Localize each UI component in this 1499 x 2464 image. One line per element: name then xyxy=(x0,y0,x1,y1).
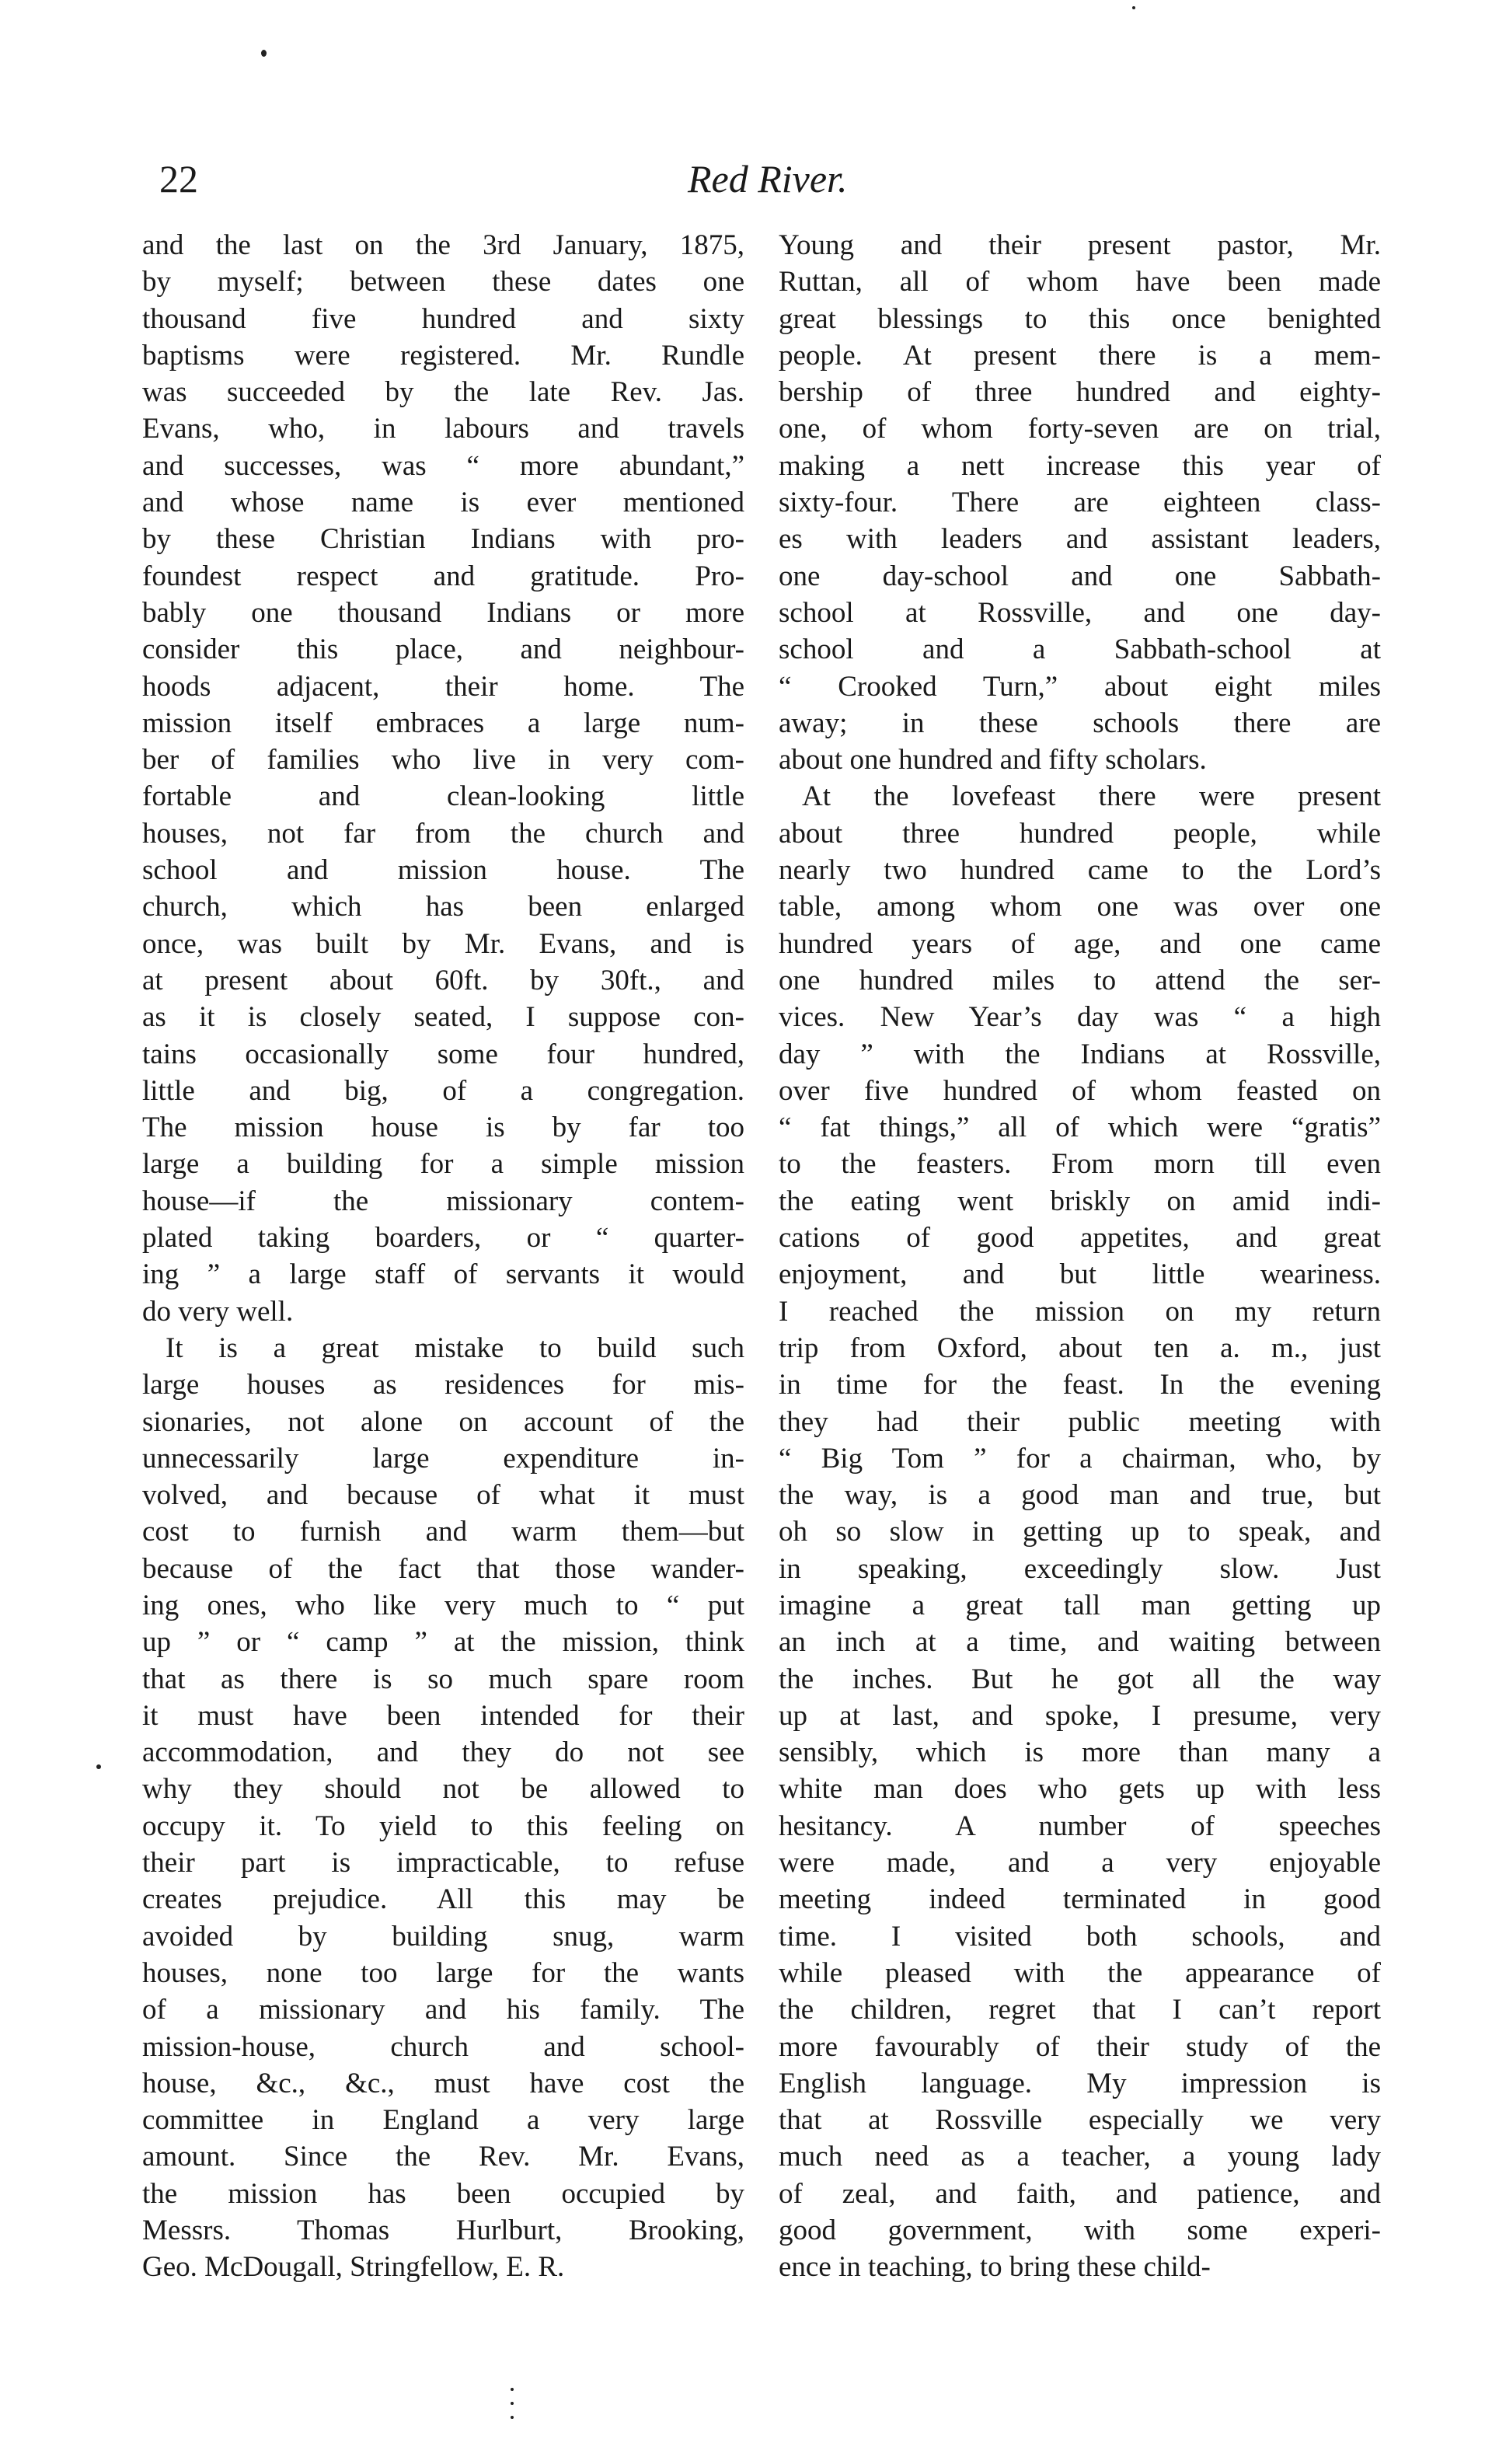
text-line: “ Crooked Turn,” about eight miles xyxy=(779,670,1381,703)
text-line: bership of three hundred and eighty- xyxy=(779,376,1381,409)
text-line: unnecessarily large expenditure in- xyxy=(142,1442,744,1475)
text-line: at present about 60ft. by 30ft., and xyxy=(142,964,744,996)
text-line: It is a great mistake to build such xyxy=(166,1331,744,1364)
text-line: the way, is a good man and true, but xyxy=(779,1479,1381,1512)
text-line: nearly two hundred came to the Lord’s xyxy=(779,854,1381,887)
text-line: ber of families who live in very com- xyxy=(142,744,744,777)
text-line: large a building for a simple mission xyxy=(142,1148,744,1181)
text-line: were made, and a very enjoyable xyxy=(779,1847,1381,1879)
text-line: over five hundred of whom feasted on xyxy=(779,1074,1381,1107)
text-line: once, was built by Mr. Evans, and is xyxy=(142,927,744,960)
ink-speck xyxy=(511,2388,514,2391)
text-line: by these Christian Indians with pro- xyxy=(142,523,744,556)
text-line: occupy it. To yield to this feeling on xyxy=(142,1810,744,1842)
text-line: and whose name is ever mentioned xyxy=(142,487,744,519)
text-line: avoided by building snug, warm xyxy=(142,1920,744,1953)
text-line: table, among whom one was over one xyxy=(779,891,1381,923)
text-line: hesitancy. A number of speeches xyxy=(779,1810,1381,1842)
text-line: why they should not be allowed to xyxy=(142,1773,744,1806)
text-line: sensibly, which is more than many a xyxy=(779,1736,1381,1769)
text-line: church, which has been enlarged xyxy=(142,891,744,923)
text-line: vices. New Year’s day was “ a high xyxy=(779,1001,1381,1034)
text-line: es with leaders and assistant leaders, xyxy=(779,523,1381,556)
text-line: Evans, who, in labours and travels xyxy=(142,413,744,445)
text-line: Ruttan, all of whom have been made xyxy=(779,266,1381,298)
text-line: great blessings to this once benighted xyxy=(779,302,1381,335)
text-line: hundred years of age, and one came xyxy=(779,927,1381,960)
text-line: consider this place, and neighbour- xyxy=(142,633,744,666)
text-line: making a nett increase this year of xyxy=(779,449,1381,482)
text-line: committee in England a very large xyxy=(142,2104,744,2137)
text-line: an inch at a time, and waiting between xyxy=(779,1626,1381,1659)
text-line: time. I visited both schools, and xyxy=(779,1920,1381,1953)
text-line: mission-house, church and school- xyxy=(142,2030,744,2063)
text-line: Messrs. Thomas Hurlburt, Brooking, xyxy=(142,2214,744,2247)
text-line: meeting indeed terminated in good xyxy=(779,1883,1381,1916)
text-line: sionaries, not alone on account of the xyxy=(142,1405,744,1438)
text-line: one hundred miles to attend the ser- xyxy=(779,964,1381,996)
ink-speck xyxy=(1132,6,1135,9)
text-line: as it is closely seated, I suppose con- xyxy=(142,1001,744,1034)
text-line: “ fat things,” all of which were “gratis” xyxy=(779,1112,1381,1144)
text-line: ing ones, who like very much to “ put xyxy=(142,1589,744,1621)
text-line: accommodation, and they do not see xyxy=(142,1736,744,1769)
text-line: sixty-four. There are eighteen class- xyxy=(779,487,1381,519)
text-line: of a missionary and his family. The xyxy=(142,1994,744,2026)
ink-speck xyxy=(511,2402,514,2405)
text-line: foundest respect and gratitude. Pro- xyxy=(142,560,744,592)
text-line: creates prejudice. All this may be xyxy=(142,1883,744,1916)
text-line: up at last, and spoke, I presume, very xyxy=(779,1699,1381,1732)
text-line: At the lovefeast there were present xyxy=(802,780,1381,813)
text-line: one, of whom forty-seven are on trial, xyxy=(779,413,1381,445)
right-column xyxy=(779,227,1381,2286)
running-title: Red River. xyxy=(688,157,848,201)
text-line: bably one thousand Indians or more xyxy=(142,596,744,629)
page-number: 22 xyxy=(159,157,198,201)
text-line: much need as a teacher, a young lady xyxy=(779,2141,1381,2173)
text-line: school at Rossville, and one day- xyxy=(779,596,1381,629)
text-line: school and mission house. The xyxy=(142,854,744,887)
text-line: volved, and because of what it must xyxy=(142,1479,744,1512)
text-line: do very well. xyxy=(142,1295,294,1328)
text-line: good government, with some experi- xyxy=(779,2214,1381,2247)
text-line: little and big, of a congregation. xyxy=(142,1074,744,1107)
text-line: cations of good appetites, and great xyxy=(779,1222,1381,1255)
text-line: large houses as residences for mis- xyxy=(142,1369,744,1401)
text-line: that as there is so much spare room xyxy=(142,1663,744,1695)
text-line: and the last on the 3rd January, 1875, xyxy=(142,229,744,261)
text-line: about three hundred people, while xyxy=(779,817,1381,850)
text-line: mission itself embraces a large num- xyxy=(142,707,744,739)
text-line: school and a Sabbath-school at xyxy=(779,633,1381,666)
text-line: to the feasters. From morn till even xyxy=(779,1148,1381,1181)
text-line: away; in these schools there are xyxy=(779,707,1381,739)
text-line: and successes, was “ more abundant,” xyxy=(142,449,744,482)
text-line: enjoyment, and but little weariness. xyxy=(779,1258,1381,1291)
text-line: hoods adjacent, their home. The xyxy=(142,670,744,703)
text-line: while pleased with the appearance of xyxy=(779,1956,1381,1989)
text-line: I reached the mission on my return xyxy=(779,1295,1381,1328)
text-line: houses, not far from the church and xyxy=(142,817,744,850)
text-line: the eating went briskly on amid indi- xyxy=(779,1185,1381,1217)
text-line: amount. Since the Rev. Mr. Evans, xyxy=(142,2141,744,2173)
text-line: fortable and clean-looking little xyxy=(142,780,744,813)
text-line: imagine a great tall man getting up xyxy=(779,1589,1381,1621)
text-line: baptisms were registered. Mr. Rundle xyxy=(142,339,744,372)
left-column xyxy=(142,227,744,2286)
text-line: day ” with the Indians at Rossville, xyxy=(779,1038,1381,1070)
text-line: one day-school and one Sabbath- xyxy=(779,560,1381,592)
ink-speck xyxy=(511,2416,514,2419)
text-line: more favourably of their study of the xyxy=(779,2030,1381,2063)
text-line: house, &c., &c., must have cost the xyxy=(142,2067,744,2099)
text-line: houses, none too large for the wants xyxy=(142,1956,744,1989)
text-line: The mission house is by far too xyxy=(142,1112,744,1144)
text-line: by myself; between these dates one xyxy=(142,266,744,298)
text-line: the children, regret that I can’t report xyxy=(779,1994,1381,2026)
text-line: thousand five hundred and sixty xyxy=(142,302,744,335)
text-line: ence in teaching, to bring these child- xyxy=(779,2251,1211,2284)
text-line: about one hundred and fifty scholars. xyxy=(779,744,1207,777)
text-line: “ Big Tom ” for a chairman, who, by xyxy=(779,1442,1381,1475)
text-line: people. At present there is a mem- xyxy=(779,339,1381,372)
text-line: white man does who gets up with less xyxy=(779,1773,1381,1806)
text-line: oh so slow in getting up to speak, and xyxy=(779,1516,1381,1548)
text-line: up ” or “ camp ” at the mission, think xyxy=(142,1626,744,1659)
text-line: was succeeded by the late Rev. Jas. xyxy=(142,376,744,409)
text-line: Young and their present pastor, Mr. xyxy=(779,229,1381,261)
text-line: plated taking boarders, or “ quarter- xyxy=(142,1222,744,1255)
text-line: the inches. But he got all the way xyxy=(779,1663,1381,1695)
text-line: they had their public meeting with xyxy=(779,1405,1381,1438)
text-line: that at Rossville especially we very xyxy=(779,2104,1381,2137)
text-line: Geo. McDougall, Stringfellow, E. R. xyxy=(142,2251,565,2284)
ink-speck xyxy=(261,50,267,57)
text-line: ing ” a large staff of servants it would xyxy=(142,1258,744,1291)
text-line: house—if the missionary contem- xyxy=(142,1185,744,1217)
text-line: the mission has been occupied by xyxy=(142,2177,744,2210)
text-line: English language. My impression is xyxy=(779,2067,1381,2099)
text-line: in speaking, exceedingly slow. Just xyxy=(779,1552,1381,1585)
ink-speck xyxy=(96,1764,101,1769)
text-line: their part is impracticable, to refuse xyxy=(142,1847,744,1879)
text-line: cost to furnish and warm them—but xyxy=(142,1516,744,1548)
text-line: because of the fact that those wander- xyxy=(142,1552,744,1585)
text-line: it must have been intended for their xyxy=(142,1699,744,1732)
text-line: of zeal, and faith, and patience, and xyxy=(779,2177,1381,2210)
text-line: trip from Oxford, about ten a. m., just xyxy=(779,1331,1381,1364)
text-line: tains occasionally some four hundred, xyxy=(142,1038,744,1070)
text-line: in time for the feast. In the evening xyxy=(779,1369,1381,1401)
page-header xyxy=(159,155,912,210)
